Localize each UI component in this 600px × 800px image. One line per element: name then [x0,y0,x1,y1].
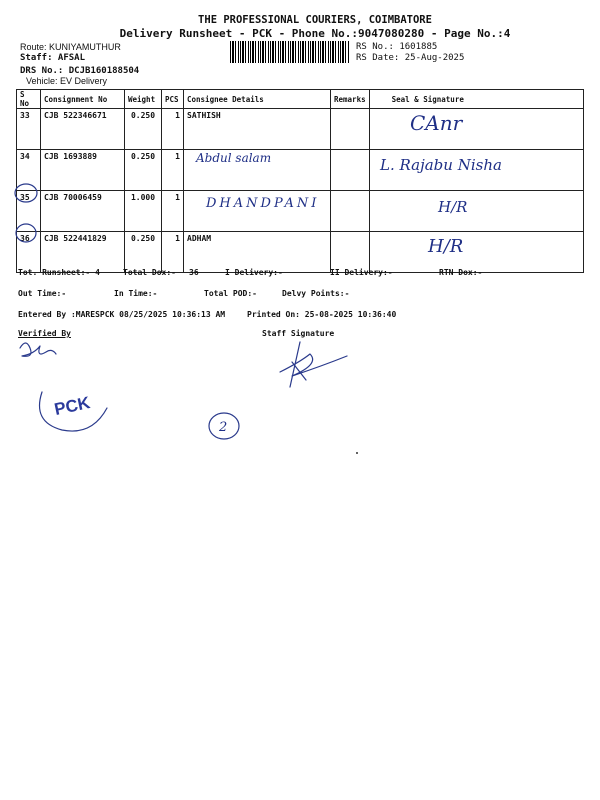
row-sno: 35 [17,191,41,232]
row-consignee: SATHISH [184,109,331,150]
ink-dot [356,452,358,454]
staff-signature-mark [280,342,347,387]
signature-scribble: H/R [438,198,468,216]
staff-signature: Staff Signature [262,329,335,338]
row-consignment: CJB 1693889 [41,150,125,191]
handwritten-consignee: DHANDPANI [206,196,320,211]
pck-stamp: PCK [52,393,92,420]
total-dox-value: 36 [189,268,199,277]
delvy-points: Delvy Points:- [282,289,350,298]
row-pcs: 1 [162,232,184,273]
signature-scribble: CAnr [410,111,463,135]
vehicle-label: Vehicle: EV Delivery [26,76,108,86]
row-weight: 1.000 [125,191,162,232]
ii-delivery: II Delivery:- [330,268,393,277]
handwritten-number: 2 [219,420,228,435]
staff-label: Staff: AFSAL [20,53,86,63]
row-sno: 36 [17,232,41,273]
row-weight: 0.250 [125,109,162,150]
row-pcs: 1 [162,150,184,191]
row-consignment: CJB 522346671 [41,109,125,150]
col-remarks: Remarks [331,90,370,109]
total-pod: Total POD:- [204,289,257,298]
i-delivery: I Delivery:- [225,268,283,277]
signature-scribble: H/R [428,236,464,257]
row-pcs: 1 [162,109,184,150]
row-consignee: ADHAM [184,232,331,273]
rtn-dox: RTN Dox:- [439,268,483,277]
col-consignment: Consignment No [41,90,125,109]
row-weight: 0.250 [125,232,162,273]
runsheet-subtitle: Delivery Runsheet - PCK - Phone No.:9047080280 - Page No.:4 [119,27,511,40]
drs-number: DRS No.: DCJB160188504 [20,66,140,76]
tot-runsheet: Tot. Runsheet:- 4 [18,268,100,277]
row-sno: 33 [17,109,41,150]
row-consignment: CJB 522441829 [41,232,125,273]
company-title: THE PROFESSIONAL COURIERS, COIMBATORE [198,14,432,26]
col-seal-signature: Seal & Signature [369,90,583,109]
verified-signature [20,343,56,356]
signature-scribble: L. Rajabu Nisha [380,156,502,174]
handwritten-consignee: Abdul salam [196,151,272,165]
row-weight: 0.250 [125,150,162,191]
route-label: Route: KUNIYAMUTHUR [20,42,121,52]
total-dox-label: Total Dox:- [123,268,176,277]
in-time: In Time:- [114,289,158,298]
col-weight: Weight [125,90,162,109]
rs-date: RS Date: 25-Aug-2025 [356,53,465,63]
row-sno: 34 [17,150,41,191]
sno-circle-mark [15,184,37,202]
row-consignment: CJB 70006459 [41,191,125,232]
printed-on: Printed On: 25-08-2025 10:36:40 [247,310,397,319]
col-pcs: PCS [162,90,184,109]
col-consignee: Consignee Details [184,90,331,109]
row-pcs: 1 [162,191,184,232]
rs-number: RS No.: 1601885 [356,42,438,52]
entered-by: Entered By :MARESPCK 08/25/2025 10:36:13 AM [18,310,226,319]
out-time: Out Time:- [18,289,67,298]
sno-circle-mark [16,224,36,242]
verified-by: Verified By [18,329,71,338]
col-sno: S No [17,90,41,109]
